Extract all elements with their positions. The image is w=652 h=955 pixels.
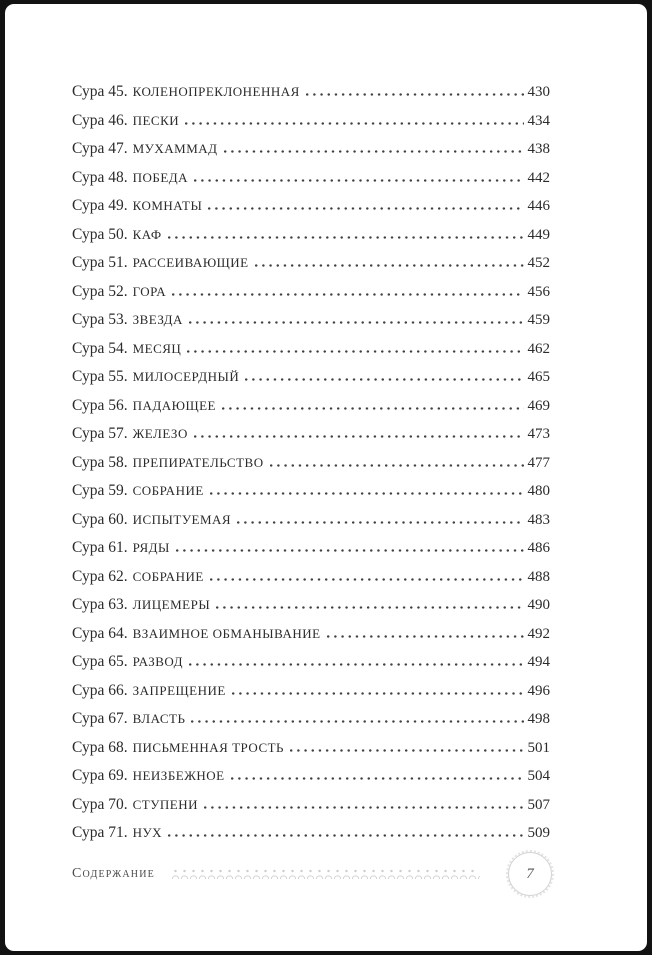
toc-entry-prefix: Сура 61. bbox=[72, 539, 128, 556]
toc-entry bbox=[72, 762, 550, 791]
dot-leader bbox=[210, 492, 524, 495]
toc-entry-prefix: Сура 66. bbox=[72, 681, 128, 699]
dot-leader bbox=[255, 264, 524, 267]
toc-entry-page: 477 bbox=[527, 454, 550, 471]
toc-entry-prefix: Сура 49. bbox=[72, 197, 128, 214]
toc-entry-page: 438 bbox=[527, 141, 550, 157]
ornament-band bbox=[171, 869, 480, 879]
dot-leader bbox=[245, 378, 523, 381]
page-footer bbox=[72, 852, 552, 896]
toc-entry-prefix: Сура 53. bbox=[72, 311, 128, 328]
page-number: 7 bbox=[526, 865, 534, 882]
toc-entry-page: 494 bbox=[527, 654, 550, 670]
toc-entry bbox=[72, 449, 550, 478]
dot-leader bbox=[187, 350, 523, 353]
toc-entry-prefix: Сура 50. bbox=[72, 225, 128, 243]
toc-entry-title: СТУПЕНИ bbox=[132, 796, 199, 812]
toc-entry-prefix: Сура 71. bbox=[72, 824, 128, 841]
toc-entry-title: ЗВЕЗДА bbox=[132, 312, 183, 327]
toc-entry-prefix: Сура 69. bbox=[72, 767, 128, 784]
toc-entry-prefix: Сура 56. bbox=[72, 396, 128, 414]
book-page bbox=[5, 4, 647, 951]
toc-entry-prefix: Сура 60. bbox=[72, 510, 128, 528]
toc-entry-title: ПОБЕДА bbox=[132, 169, 189, 185]
toc-entry bbox=[72, 591, 550, 620]
toc-entry-prefix: Сура 59. bbox=[72, 482, 128, 499]
toc-entry-prefix: Сура 57. bbox=[72, 425, 128, 442]
toc-entry-title: ВЛАСТЬ bbox=[132, 711, 186, 726]
dot-leader bbox=[306, 93, 524, 96]
toc-entry-page: 507 bbox=[527, 796, 550, 813]
toc-entry-page: 434 bbox=[527, 112, 550, 129]
dot-leader bbox=[194, 179, 523, 182]
toc-list bbox=[72, 78, 550, 848]
dot-leader bbox=[168, 834, 523, 837]
toc-entry bbox=[72, 107, 550, 136]
toc-entry-title: НЕИЗБЕЖНОЕ bbox=[132, 768, 225, 783]
toc-entry-title: КАФ bbox=[132, 226, 162, 242]
toc-entry-prefix: Сура 67. bbox=[72, 710, 128, 727]
toc-entry-title: КОЛЕНОПРЕКЛОНЕННАЯ bbox=[132, 84, 300, 99]
toc-entry-title: МИЛОСЕРДНЫЙ bbox=[132, 369, 240, 384]
toc-entry-page: 442 bbox=[527, 169, 550, 186]
toc-entry bbox=[72, 335, 550, 364]
toc-entry-title: ПРЕПИРАТЕЛЬСТВО bbox=[132, 454, 264, 470]
toc-entry-title: ПАДАЮЩЕЕ bbox=[132, 397, 216, 413]
toc-entry-prefix: Сура 48. bbox=[72, 168, 128, 186]
dot-leader bbox=[270, 464, 524, 467]
toc-entry-prefix: Сура 62. bbox=[72, 567, 128, 585]
toc-entry-title: ПЕСКИ bbox=[132, 112, 180, 128]
toc-entry bbox=[72, 648, 550, 677]
toc-entry-title: ПИСЬМЕННАЯ ТРОСТЬ bbox=[132, 739, 285, 755]
toc-entry-page: 480 bbox=[527, 483, 550, 499]
toc-entry-page: 449 bbox=[527, 226, 550, 243]
dot-leader bbox=[191, 720, 523, 723]
dot-leader bbox=[237, 521, 523, 524]
toc-entry-title: ВЗАИМНОЕ ОБМАНЫВАНИЕ bbox=[132, 625, 321, 641]
toc-entry-page: 488 bbox=[527, 568, 550, 585]
toc-entry bbox=[72, 192, 550, 221]
toc-entry-prefix: Сура 45. bbox=[72, 83, 128, 100]
toc-entry-title: ИСПЫТУЕМАЯ bbox=[132, 511, 232, 527]
dot-leader bbox=[176, 549, 524, 552]
toc-entry-title: МУХАММАД bbox=[132, 141, 218, 156]
toc-entry-page: 498 bbox=[527, 711, 550, 727]
footer-section-label: Содержание bbox=[72, 866, 155, 881]
toc-entry bbox=[72, 563, 550, 592]
toc-entry bbox=[72, 221, 550, 250]
toc-entry-page: 473 bbox=[527, 426, 550, 442]
toc-entry bbox=[72, 477, 550, 506]
toc-entry-prefix: Сура 54. bbox=[72, 339, 128, 357]
toc-entry-page: 504 bbox=[527, 768, 550, 784]
toc-entry-title: ГОРА bbox=[132, 283, 167, 299]
toc-entry-page: 430 bbox=[527, 84, 550, 100]
toc-entry-page: 469 bbox=[527, 397, 550, 414]
toc-entry-page: 456 bbox=[527, 283, 550, 300]
toc-entry-page: 459 bbox=[527, 312, 550, 328]
toc-entry-title: НУХ bbox=[132, 825, 163, 840]
toc-entry-page: 492 bbox=[527, 625, 550, 642]
toc-entry-page: 465 bbox=[527, 369, 550, 385]
toc-entry bbox=[72, 791, 550, 820]
dot-leader bbox=[232, 692, 524, 695]
toc-entry-prefix: Сура 51. bbox=[72, 254, 128, 271]
dot-leader bbox=[224, 150, 524, 153]
toc-entry-prefix: Сура 70. bbox=[72, 795, 128, 813]
toc-entry-page: 501 bbox=[527, 739, 550, 756]
toc-entry-page: 490 bbox=[527, 597, 550, 613]
toc-entry bbox=[72, 819, 550, 848]
toc-entry-page: 452 bbox=[527, 255, 550, 271]
toc-entry bbox=[72, 78, 550, 107]
toc-entry-page: 509 bbox=[527, 825, 550, 841]
dot-leader bbox=[185, 122, 523, 125]
toc-entry bbox=[72, 620, 550, 649]
toc-entry bbox=[72, 135, 550, 164]
dot-leader bbox=[194, 435, 524, 438]
toc-entry bbox=[72, 363, 550, 392]
toc-entry-page: 462 bbox=[527, 340, 550, 357]
toc-entry-prefix: Сура 55. bbox=[72, 368, 128, 385]
toc-entry bbox=[72, 249, 550, 278]
toc-entry-title: РАССЕИВАЮЩИЕ bbox=[132, 255, 249, 270]
toc-entry-page: 496 bbox=[527, 682, 550, 699]
toc-entry-title: КОМНАТЫ bbox=[132, 198, 203, 213]
toc-entry-prefix: Сура 58. bbox=[72, 453, 128, 471]
toc-entry bbox=[72, 392, 550, 421]
toc-entry bbox=[72, 306, 550, 335]
toc-entry bbox=[72, 534, 550, 563]
toc-entry-title: ЛИЦЕМЕРЫ bbox=[132, 597, 211, 612]
toc-entry-title: ЗАПРЕЩЕНИЕ bbox=[132, 682, 226, 698]
toc-entry-title: РЯДЫ bbox=[132, 540, 170, 555]
dot-leader bbox=[172, 293, 523, 296]
dot-leader bbox=[290, 749, 523, 752]
toc-entry bbox=[72, 705, 550, 734]
toc-entry-prefix: Сура 46. bbox=[72, 111, 128, 129]
toc-entry-prefix: Сура 68. bbox=[72, 738, 128, 756]
toc-entry-prefix: Сура 52. bbox=[72, 282, 128, 300]
toc-entry-page: 446 bbox=[527, 198, 550, 214]
dot-leader bbox=[216, 606, 523, 609]
toc-entry bbox=[72, 278, 550, 307]
dot-leader bbox=[168, 236, 524, 239]
toc-entry-prefix: Сура 63. bbox=[72, 596, 128, 613]
toc-entry-title: СОБРАНИЕ bbox=[132, 483, 204, 498]
toc-entry bbox=[72, 734, 550, 763]
toc-entry-title: РАЗВОД bbox=[132, 654, 184, 669]
dot-leader bbox=[222, 407, 524, 410]
dot-leader bbox=[189, 663, 523, 666]
dot-leader bbox=[210, 578, 524, 581]
dot-leader bbox=[189, 321, 524, 324]
toc-entry-prefix: Сура 47. bbox=[72, 140, 128, 157]
toc-entry-title: СОБРАНИЕ bbox=[132, 568, 204, 584]
dot-leader bbox=[208, 207, 523, 210]
toc-entry bbox=[72, 164, 550, 193]
toc-entry-title: ЖЕЛЕЗО bbox=[132, 426, 188, 441]
dot-leader bbox=[327, 635, 524, 638]
toc-entry-prefix: Сура 65. bbox=[72, 653, 128, 670]
toc-entry bbox=[72, 677, 550, 706]
toc-entry bbox=[72, 506, 550, 535]
toc-entry-title: МЕСЯЦ bbox=[132, 340, 182, 356]
dot-leader bbox=[204, 806, 523, 809]
toc-entry-page: 483 bbox=[527, 511, 550, 528]
toc-entry bbox=[72, 420, 550, 449]
page-number-badge bbox=[508, 852, 552, 896]
toc-entry-prefix: Сура 64. bbox=[72, 624, 128, 642]
toc-entry-page: 486 bbox=[527, 540, 550, 556]
dot-leader bbox=[231, 777, 524, 780]
